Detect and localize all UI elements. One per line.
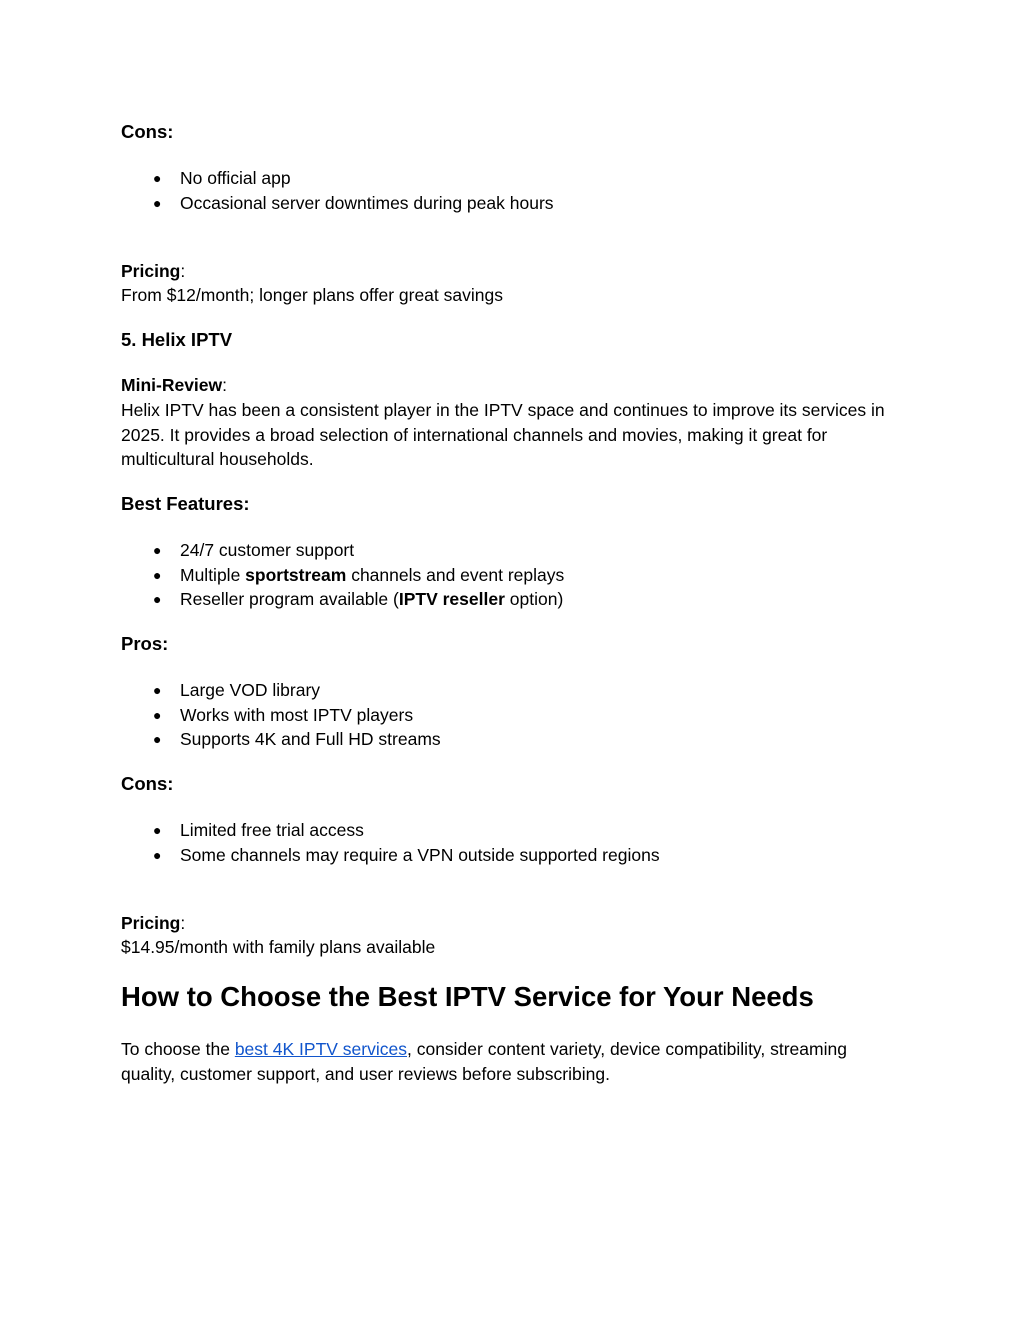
- section-heading-how-to-choose: How to Choose the Best IPTV Service for Your Needs: [121, 981, 814, 1012]
- list-item: ● 24/7 customer support: [121, 538, 564, 563]
- bullet-icon: ●: [153, 706, 162, 723]
- list-item: ● Occasional server downtimes during peak hours: [121, 191, 554, 216]
- list-item: ● Large VOD library: [121, 678, 441, 703]
- list-item: ● Some channels may require a VPN outside supported regions: [121, 843, 660, 868]
- bullet-icon: ●: [153, 194, 162, 211]
- features-list: [121, 538, 564, 612]
- best-features-heading: Best Features:: [121, 493, 250, 514]
- list-item: ● Reseller program available (IPTV reseller option): [121, 587, 564, 612]
- list-item: ● No official app: [121, 166, 554, 191]
- list-item: ● Multiple sportstream channels and event replays: [121, 563, 564, 588]
- cons-heading: Cons:: [121, 773, 174, 794]
- cons-heading: Cons:: [121, 121, 174, 142]
- pricing-text: From $12/month; longer plans offer great savings: [121, 285, 503, 305]
- mini-review-label-line: Mini-Review:: [121, 375, 228, 395]
- pricing-label-line: Pricing:: [121, 261, 186, 281]
- cons-list: [121, 818, 660, 867]
- pros-list: [121, 678, 441, 752]
- list-item: ● Supports 4K and Full HD streams: [121, 727, 441, 752]
- bullet-icon: ●: [153, 846, 162, 863]
- section-title-helix-iptv: 5. Helix IPTV: [121, 329, 233, 350]
- list-item: ● Limited free trial access: [121, 818, 660, 843]
- how-to-choose-paragraph: To choose the best 4K IPTV services, consider content variety, device compatibility, streaming quality, customer support, and user reviews before subscribing.: [121, 1039, 847, 1084]
- bullet-icon: ●: [153, 566, 162, 583]
- bullet-icon: ●: [153, 822, 162, 838]
- bullet-icon: ●: [153, 682, 162, 698]
- pricing-label-line: Pricing:: [121, 913, 186, 933]
- cons-list: [121, 166, 554, 215]
- list-item: ● Works with most IPTV players: [121, 703, 441, 728]
- pros-heading: Pros:: [121, 633, 169, 654]
- bullet-icon: ●: [153, 170, 162, 186]
- pricing-text: $14.95/month with family plans available: [121, 937, 436, 957]
- best-4k-iptv-services-link[interactable]: best 4K IPTV services: [234, 1039, 407, 1059]
- bullet-icon: ●: [153, 731, 162, 748]
- bullet-icon: ●: [153, 542, 162, 558]
- bullet-icon: ●: [153, 591, 162, 608]
- mini-review-text: Helix IPTV has been a consistent player in the IPTV space and continues to improve its services in 2025. It provides a broad selection of international channels and movies, making it great for multicultural households.: [121, 400, 885, 470]
